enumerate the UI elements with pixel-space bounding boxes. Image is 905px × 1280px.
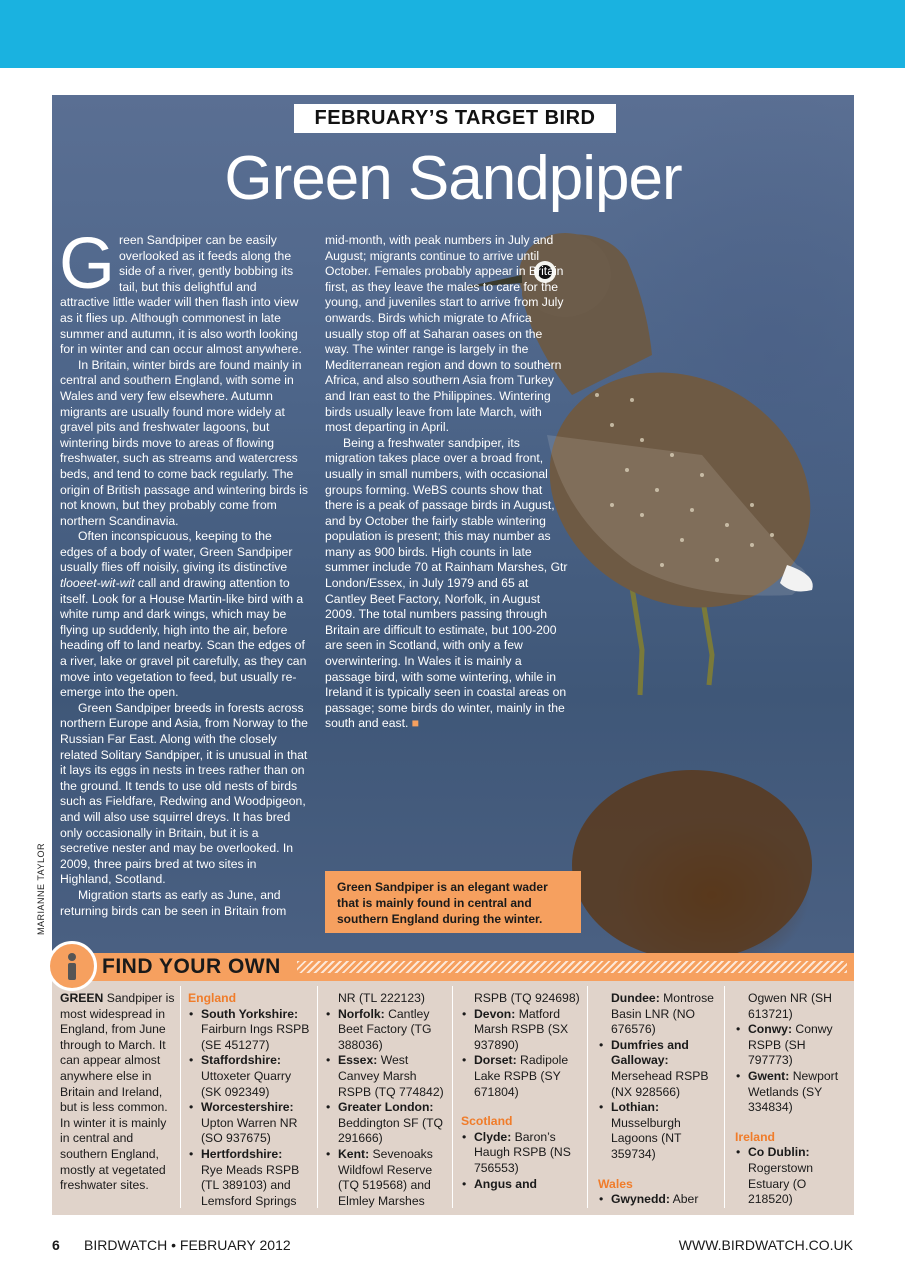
fyo-column-4 bbox=[461, 991, 583, 1192]
fyo-column-2 bbox=[188, 991, 312, 1209]
call-emphasis: tlooeet-wit-wit bbox=[60, 576, 135, 591]
site-item: • Norfolk: Cantley Beet Factory (TG 388036) bbox=[325, 1007, 447, 1054]
site-item: • Dorset: Radipole Lake RSPB (SY 671804) bbox=[461, 1053, 583, 1100]
column-divider bbox=[587, 986, 588, 1208]
fyo-column-3 bbox=[325, 991, 447, 1209]
site-item: • South Yorkshire: Fairburn Ings RSPB (SE 451277) bbox=[188, 1007, 312, 1054]
region-heading: Wales bbox=[598, 1176, 633, 1191]
column-divider bbox=[317, 986, 318, 1208]
find-your-own-panel bbox=[52, 953, 854, 1215]
site-item: • Staffordshire: Uttoxeter Quarry (SK 092349) bbox=[188, 1053, 312, 1100]
region-heading: Scotland bbox=[461, 1114, 513, 1129]
page-title: Green Sandpiper bbox=[224, 144, 682, 213]
kicker-label: FEBRUARY’S TARGET BIRD bbox=[294, 104, 616, 133]
info-icon bbox=[47, 941, 97, 991]
site-item: • Greater London: Beddington SF (TQ 291666) bbox=[325, 1100, 447, 1147]
site-item-continued: NR (TL 222123) bbox=[338, 991, 425, 1005]
paragraph: Often inconspicuous, keeping to the edges of a body of water, Green Sandpiper usually flies off noisily, giving its distinctive tlooeet-wit-wit call and drawing attention to itself. Look for a House Martin-like bird with a white rump and dark wings, which may be flying up suddenly, high into the air, before heading off to land nearby. Scan the edges of a river, lake or gravel pit carefully, as they can move into vegetation to feed, but usually re-emerge into the open. bbox=[60, 529, 307, 700]
decorative-stripes bbox=[297, 961, 847, 973]
paragraph: Being a freshwater sandpiper, its migration takes place over a broad front, usually in small numbers, with occasional groups forming. WeBS counts show that there is a peak of passage birds in August, and by October the fairly stable wintering population is present; this may number as many as 900 birds. High counts in late summer include 70 at Rainham Marshes, Gtr London/Essex, in July 1979 and 65 at Cantley Beet Factory, Norfolk, in August 2009. The total numbers passing through Britain are difficult to estimate, but 100-200 are seen in Scotland, with only a few overwintering. In Wales it is mainly a passage bird, with some wintering, while in Ireland it is typically seen in coastal areas on passage; some birds do winter, mainly in the south and east. ■ bbox=[325, 435, 568, 731]
end-mark-icon: ■ bbox=[411, 716, 420, 731]
site-item: • Gwynedd: Aber bbox=[598, 1192, 720, 1208]
website-url: WWW.BIRDWATCH.CO.UK bbox=[678, 1237, 853, 1253]
fyo-column-5 bbox=[598, 991, 720, 1208]
region-heading: England bbox=[188, 991, 237, 1005]
paragraph: mid-month, with peak numbers in July and August; migrants continue to arrive until October. Females probably appear in Britain first, as they leave the males to care for the young, and juveniles start to arrive from July onwards. Birds which migrate to Africa usually stop off at Saharan oases on the way. The winter range is largely in the Mediterranean region and down to southern Africa, and also southern Asia from Turkey and Iran east to the Philippines. Wintering birds usually leave from late March, with most departing in April. bbox=[325, 233, 564, 435]
site-item-continued: Ogwen NR (SH 613721) bbox=[748, 991, 832, 1021]
site-item: • Gwent: Newport Wetlands (SY 334834) bbox=[735, 1069, 850, 1116]
page-number: 6 bbox=[52, 1237, 60, 1253]
paragraph: reen Sandpiper can be easily overlooked as it feeds along the side of a river, gently bobbing its tail, but this delightful and attractive little wader will then flash into view as it flies up. Although commonest in late summer and autumn, it is also worth looking for in winter and can occur almost anywhere. bbox=[60, 233, 302, 357]
site-item: • Angus and bbox=[461, 1177, 583, 1193]
site-item: • Worcestershire: Upton Warren NR (SO 937675) bbox=[188, 1100, 312, 1147]
site-item: • Conwy: Conwy RSPB (SH 797773) bbox=[735, 1022, 850, 1069]
photo-caption: Green Sandpiper is an elegant wader that is mainly found in central and southern England during the winter. bbox=[325, 871, 581, 933]
paragraph: In Britain, winter birds are found mainly in central and southern England, with some in Wales and very few elsewhere. Autumn migrants are usually found more widely at gravel pits and freshwater lagoons, but wintering birds move to areas of flowing freshwater, such as streams and watercress beds, and tend to come back regularly. The origin of British passage and wintering birds is not known, but they probably come from northern Scandinavia. bbox=[60, 357, 308, 528]
site-item: • Kent: Sevenoaks Wildfowl Reserve (TQ 519568) and Elmley Marshes bbox=[325, 1147, 447, 1209]
top-color-bar bbox=[0, 0, 905, 68]
site-item: • Hertfordshire: Rye Meads RSPB (TL 389103) and Lemsford Springs bbox=[188, 1147, 312, 1209]
fyo-column-1: GREEN Sandpiper is most widespread in England, from June through to March. It can appear almost anywhere else in Britain and Ireland, but is less common. In winter it is mainly in central and southern England, mostly at vegetated freshwater sites. bbox=[60, 991, 175, 1193]
drop-cap: G bbox=[59, 224, 116, 304]
fyo-column-6 bbox=[735, 991, 850, 1208]
hero-photo bbox=[52, 95, 854, 953]
article-column-2 bbox=[325, 233, 569, 732]
site-item: • Essex: West Canvey Marsh RSPB (TQ 774842) bbox=[325, 1053, 447, 1100]
issue-label: BIRDWATCH • FEBRUARY 2012 bbox=[84, 1237, 291, 1253]
paragraph: Green Sandpiper breeds in forests across northern Europe and Asia, from Norway to the Russian Far East. Along with the closely related Solitary Sandpiper, it is unusual in that it lays its eggs in nests in trees rather than on the ground. It tends to use old nests of birds such as Fieldfare, Redwing and Woodpigeon, and will also use squirrel dreys. It has bred only occasionally in Britain, but it is a secretive nester and may be overlooked. In 2009, three pairs bred at two sites in Highland, Scotland. bbox=[60, 700, 308, 887]
column-divider bbox=[452, 986, 453, 1208]
site-item: • Dumfries and Galloway: Mersehead RSPB (NX 928566) bbox=[598, 1038, 720, 1100]
find-your-own-title: FIND YOUR OWN bbox=[102, 955, 281, 978]
article-column-1 bbox=[59, 224, 308, 919]
column-divider bbox=[724, 986, 725, 1208]
site-item-continued: RSPB (TQ 924698) bbox=[474, 991, 580, 1005]
site-item: • Clyde: Baron’s Haugh RSPB (NS 756553) bbox=[461, 1130, 583, 1177]
column-divider bbox=[180, 986, 181, 1208]
site-item: • Lothian: Musselburgh Lagoons (NT 359734) bbox=[598, 1100, 720, 1162]
paragraph: Migration starts as early as June, and returning birds can be seen in Britain from bbox=[60, 887, 287, 918]
region-heading: Ireland bbox=[735, 1129, 775, 1144]
site-item: • Devon: Matford Marsh RSPB (SX 937890) bbox=[461, 1007, 583, 1054]
site-item: • Co Dublin: Rogerstown Estuary (O 218520) bbox=[735, 1145, 850, 1207]
site-item-continued: Dundee: Montrose Basin LNR (NO 676576) bbox=[611, 991, 714, 1037]
photo-credit: MARIANNE TAYLOR bbox=[36, 842, 46, 935]
